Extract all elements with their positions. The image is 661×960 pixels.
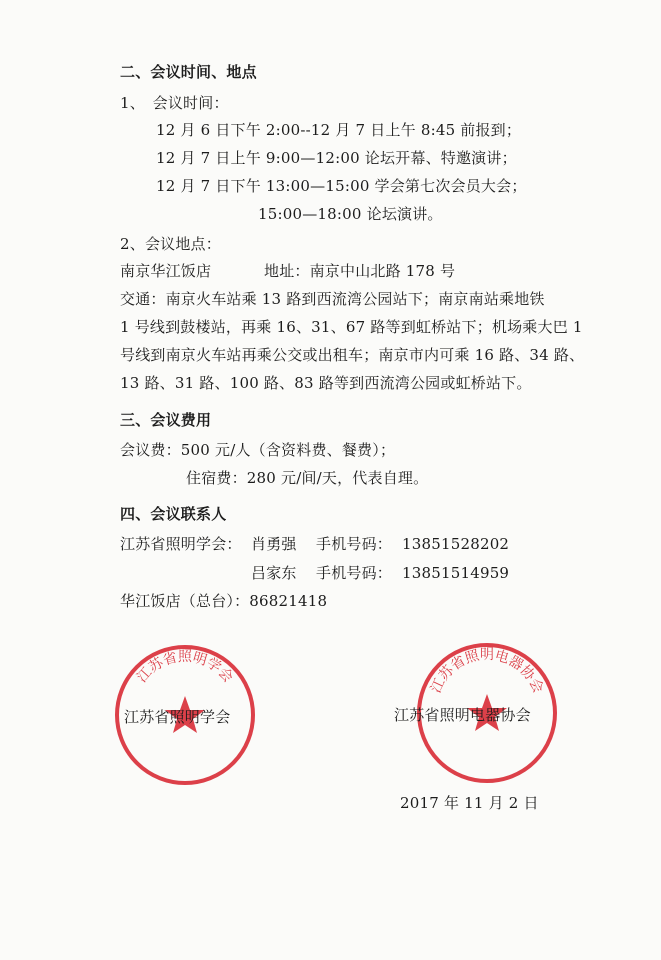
section4-heading: 四、会议联系人 <box>120 505 227 523</box>
time-line-3: 12 月 7 日下午 13:00—15:00 学会第七次会员大会； <box>156 177 527 195</box>
section2-heading: 二、会议时间、地点 <box>120 63 257 81</box>
fee-line: 会议费：500 元/人（含资料费、餐费）； <box>120 441 396 459</box>
contact-name-2: 吕家东 <box>251 564 297 582</box>
seal1-text: 江苏省照明学会 <box>134 649 236 686</box>
lodging-line: 住宿费：280 元/间/天，代表自理。 <box>186 469 429 487</box>
time-line-1: 12 月 6 日下午 2:00--12 月 7 日上午 8:45 前报到； <box>156 121 522 139</box>
traffic-line-3: 号线到南京火车站再乘公交或出租车；南京市内可乘 16 路、34 路、 <box>120 346 585 364</box>
time-line-2: 12 月 7 日上午 9:00—12:00 论坛开幕、特邀演讲； <box>156 149 517 167</box>
section3-heading: 三、会议费用 <box>120 411 212 429</box>
seal2-text: 江苏省照明电器协会 <box>428 647 546 696</box>
time-label: 1、 会议时间： <box>120 94 229 112</box>
place-label: 2、会议地点： <box>120 235 221 253</box>
contact-name-1: 肖勇强 <box>251 535 297 553</box>
contact-phone-label-2: 手机号码： <box>316 564 393 582</box>
traffic-line-1: 交通：南京火车站乘 13 路到西流湾公园站下；南京南站乘地铁 <box>120 290 545 308</box>
hotel-name: 南京华江饭店 <box>120 262 212 280</box>
contact-org: 江苏省照明学会： <box>120 535 242 553</box>
contact-phone-2: 13851514959 <box>402 564 510 582</box>
svg-text:江苏省照明学会 <box>134 649 236 686</box>
signature-org-1: 江苏省照明学会 <box>124 708 231 726</box>
signature-org-2: 江苏省照明电器协会 <box>394 706 531 724</box>
contact-phone-1: 13851528202 <box>402 535 510 553</box>
hotel-address: 地址：南京中山北路 178 号 <box>264 262 456 280</box>
traffic-line-2: 1 号线到鼓楼站，再乘 16、31、67 路等到虹桥站下；机场乘大巴 1 <box>120 318 583 336</box>
time-line-4: 15:00—18:00 论坛演讲。 <box>258 205 443 223</box>
traffic-line-4: 13 路、31 路、100 路、83 路等到西流湾公园或虹桥站下。 <box>120 374 532 392</box>
contact-phone-label-1: 手机号码： <box>316 535 393 553</box>
hotel-desk: 华江饭店（总台）：86821418 <box>120 592 328 610</box>
svg-text:江苏省照明电器协会 <box>428 647 546 696</box>
signature-date: 2017 年 11 月 2 日 <box>400 794 539 812</box>
